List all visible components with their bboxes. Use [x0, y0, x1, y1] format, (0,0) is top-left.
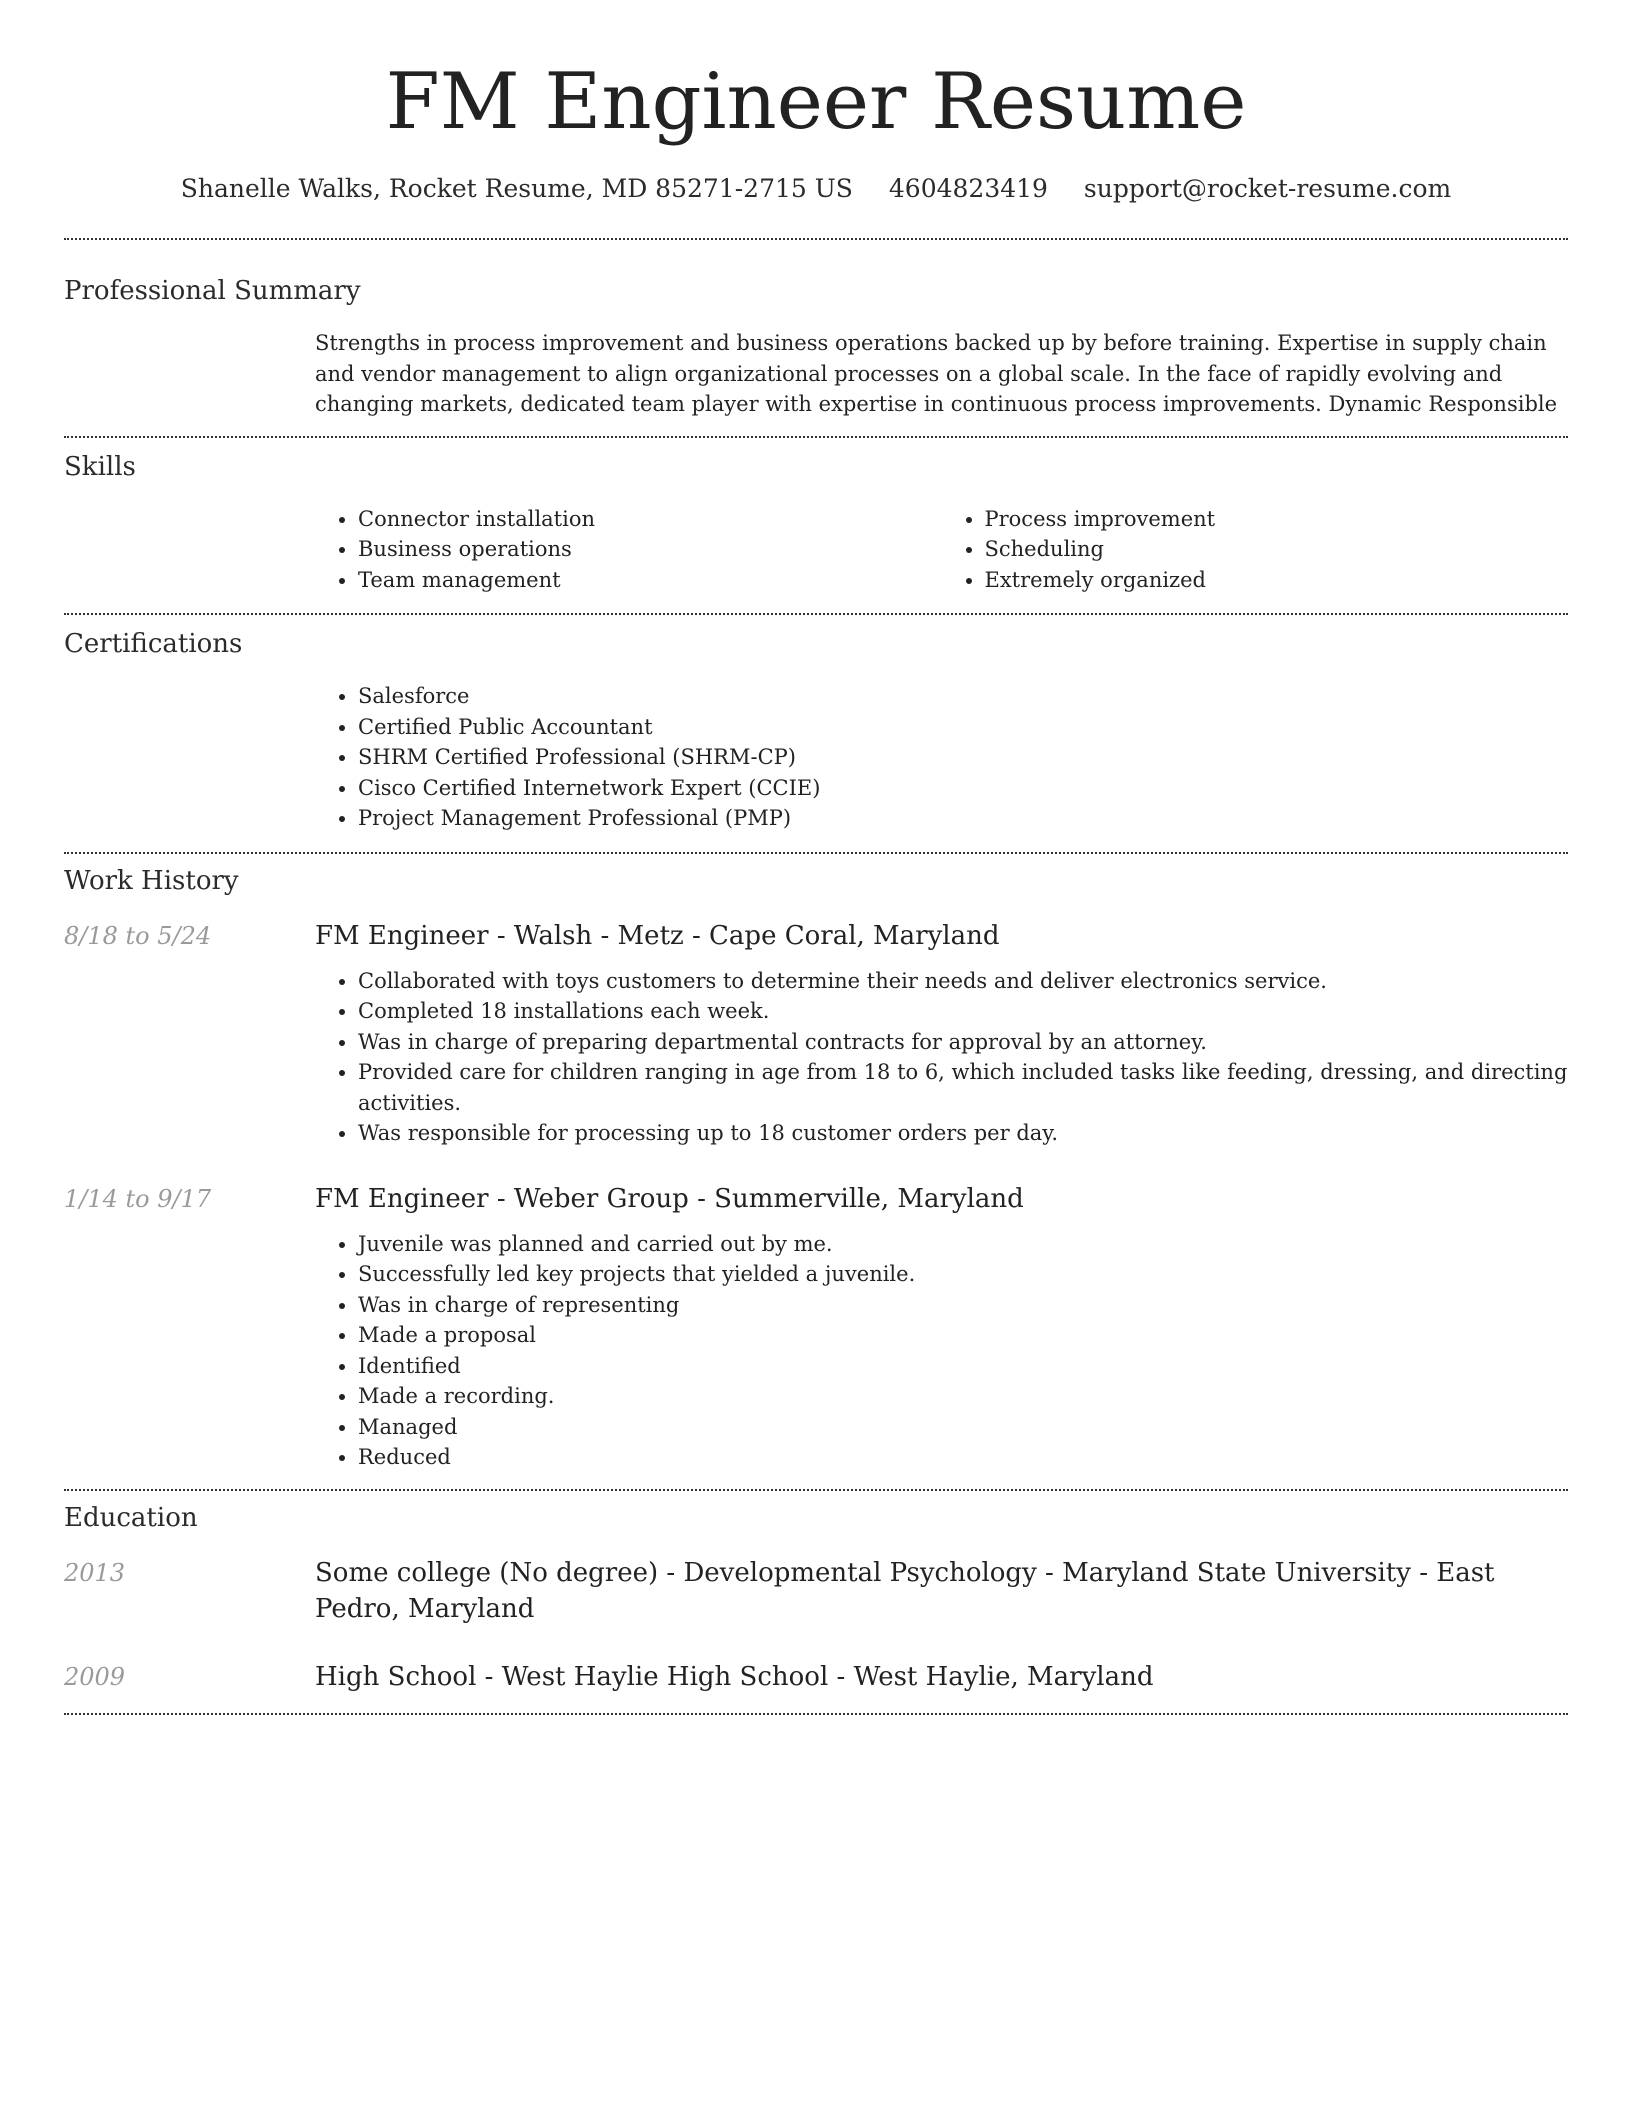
- summary-section: [64, 240, 1568, 436]
- job-bullet: • Provided care for children ranging in age from 18 to 6, which included tasks like feeding, dressing, and directing activities.: [358, 1057, 1568, 1118]
- education-section: [64, 1491, 1568, 1713]
- job-bullet: • Was in charge of preparing departmental contracts for approval by an attorney.: [358, 1027, 1568, 1058]
- job-bullet: • Made a proposal: [358, 1320, 1568, 1351]
- summary-title: Professional Summary: [64, 276, 361, 306]
- education-heading: Some college (No degree) - Developmental Psychology - Maryland State University - East Pedro, Maryland: [315, 1557, 1495, 1624]
- certification-item: • Cisco Certified Internetwork Expert (CCIE): [358, 773, 1568, 804]
- summary-content: [315, 328, 1568, 420]
- work-section: [64, 854, 1568, 1489]
- job-bullet: • Successfully led key projects that yielded a juvenile.: [358, 1259, 1568, 1290]
- certifications-content: [315, 681, 1568, 834]
- job-bullets: [315, 1229, 1568, 1473]
- job-bullets: [315, 966, 1568, 1149]
- job-body: [315, 918, 1568, 1149]
- job-entry: [64, 1181, 1568, 1473]
- skills-list-left: [315, 504, 942, 596]
- certification-item: • Certified Public Accountant: [358, 712, 1568, 743]
- job-heading: FM Engineer - Weber Group - Summerville, Maryland: [315, 1183, 1024, 1214]
- work-title: Work History: [64, 865, 239, 896]
- certifications-section: [64, 615, 1568, 852]
- skills-title: Skills: [64, 451, 136, 482]
- job-bullet: • Completed 18 installations each week.: [358, 996, 1568, 1027]
- certification-item: • Project Management Professional (PMP): [358, 803, 1568, 834]
- job-dates: 1/14 to 9/17: [64, 1184, 212, 1213]
- job-bullet: • Collaborated with toys customers to determine their needs and deliver electronics service.: [358, 966, 1568, 997]
- certifications-list: [315, 681, 1568, 834]
- summary-text: Strengths in process improvement and business operations backed up by before training. Expertise in supply chain and vendor management to align organizational processes on a global scale. In the face of rapidly evolving and changing markets, dedicated team player with expertise in continuous process improvements. Dynamic Responsible: [315, 331, 1558, 416]
- job-bullet: • Managed: [358, 1412, 1568, 1443]
- education-body: [315, 1659, 1568, 1695]
- education-entry: [64, 1555, 1568, 1627]
- skills-section: [64, 438, 1568, 614]
- contact-email: support@rocket-resume.com: [1083, 174, 1452, 203]
- education-year: 2013: [64, 1558, 126, 1587]
- job-body: [315, 1181, 1568, 1473]
- skill-item: • Process improvement: [985, 504, 1569, 535]
- certifications-title: Certifications: [64, 629, 243, 659]
- contact-phone: 4604823419: [888, 174, 1048, 203]
- education-heading: High School - West Haylie High School - West Haylie, Maryland: [315, 1661, 1154, 1692]
- job-entry: [64, 918, 1568, 1149]
- contact-line: [64, 172, 1568, 206]
- skill-item: • Extremely organized: [985, 565, 1569, 596]
- skill-item: • Team management: [358, 565, 942, 596]
- job-bullet: • Identified: [358, 1351, 1568, 1382]
- section-divider: [64, 1713, 1568, 1715]
- contact-address: Shanelle Walks, Rocket Resume, MD 85271-2715 US: [180, 174, 853, 203]
- job-bullet: • Reduced: [358, 1442, 1568, 1473]
- job-bullet: • Juvenile was planned and carried out by me.: [358, 1229, 1568, 1260]
- education-body: [315, 1555, 1568, 1627]
- skills-list-right: [942, 504, 1569, 596]
- job-bullet: • Was responsible for processing up to 18 customer orders per day.: [358, 1118, 1568, 1149]
- education-entry: [64, 1659, 1568, 1695]
- job-bullet: • Made a recording.: [358, 1381, 1568, 1412]
- job-bullet: • Was in charge of representing: [358, 1290, 1568, 1321]
- skill-item: • Connector installation: [358, 504, 942, 535]
- skills-grid: [315, 504, 1568, 596]
- job-dates: 8/18 to 5/24: [64, 921, 212, 950]
- page-title: FM Engineer Resume: [385, 57, 1247, 147]
- skill-item: • Business operations: [358, 534, 942, 565]
- certification-item: • SHRM Certified Professional (SHRM-CP): [358, 742, 1568, 773]
- job-heading: FM Engineer - Walsh - Metz - Cape Coral, Maryland: [315, 920, 1000, 951]
- certification-item: • Salesforce: [358, 681, 1568, 712]
- education-title: Education: [64, 1502, 198, 1533]
- resume-page: [64, 0, 1568, 1715]
- skill-item: • Scheduling: [985, 534, 1569, 565]
- education-year: 2009: [64, 1662, 126, 1691]
